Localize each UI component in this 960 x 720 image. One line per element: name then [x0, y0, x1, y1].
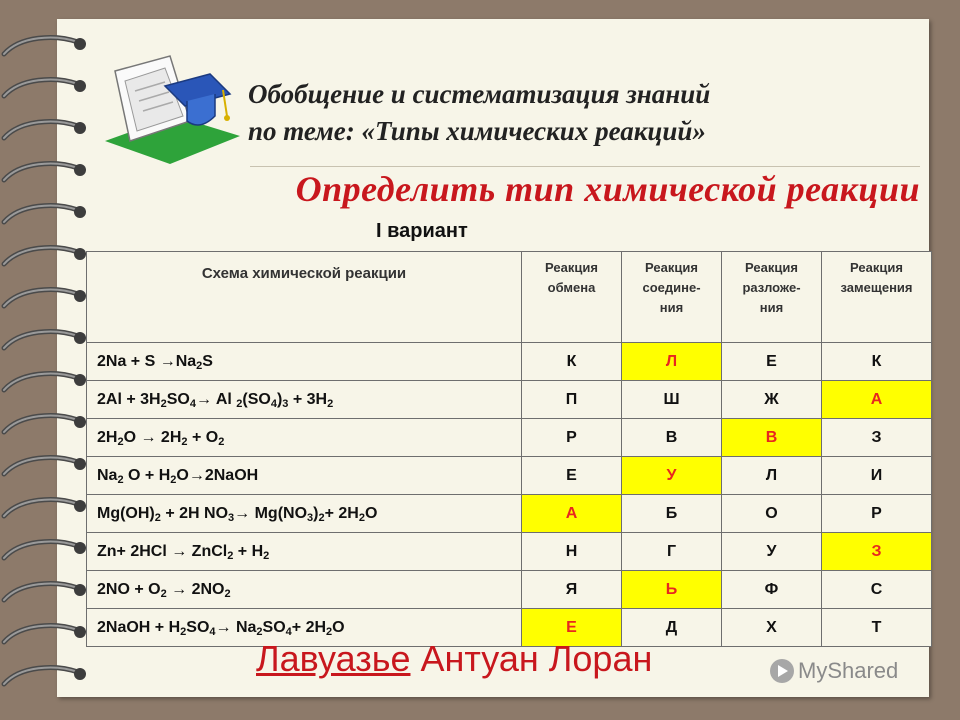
watermark — [770, 658, 898, 684]
answer-letter-cell: Б — [622, 495, 722, 533]
header-line: ния — [659, 300, 684, 315]
answer-letter-cell: Я — [522, 571, 622, 609]
table-row — [87, 495, 932, 533]
answer-letter-cell: О — [722, 495, 822, 533]
answer-rest: Антуан Лоран — [410, 638, 653, 679]
answer-letter-cell: А — [822, 381, 932, 419]
spiral-coil-icon — [0, 454, 90, 484]
table-row — [87, 419, 932, 457]
watermark-text: MyShared — [798, 658, 899, 683]
answer-letter-cell: И — [822, 457, 932, 495]
spiral-coil-icon — [0, 538, 90, 568]
table-row — [87, 533, 932, 571]
answer-first-word: Лавуазье — [256, 638, 411, 679]
variant-label: I вариант — [376, 220, 468, 242]
reaction-equation: 2NaOH + $H_2SO_4\to Na_2SO_4+ 2H_2O$ — [87, 609, 522, 647]
header-line: замещения — [840, 280, 913, 295]
table-header-row — [87, 252, 932, 343]
header-exchange — [522, 252, 622, 343]
spiral-coil-icon — [0, 244, 90, 274]
play-icon — [770, 659, 794, 683]
reaction-equation: Zn+ 2HCl → ZnCl$_2$ + $H_2$ — [87, 533, 522, 571]
title-line-1: Обобщение и систематизация знаний — [248, 79, 711, 109]
header-compound — [622, 252, 722, 343]
header-scheme: Схема химической реакции — [87, 252, 522, 343]
spiral-coil-icon — [0, 496, 90, 526]
answer-letter-cell: У — [622, 457, 722, 495]
answer-letter-cell: В — [622, 419, 722, 457]
answer-letter-cell: Ь — [622, 571, 722, 609]
spiral-coil-icon — [0, 328, 90, 358]
answer-letter-cell: Е — [522, 609, 622, 647]
answer-letter-cell: С — [822, 571, 932, 609]
reaction-equation: $2Na + S \to Na_2S$ — [87, 343, 522, 381]
answer-letter-cell: У — [722, 533, 822, 571]
answer-letter-cell: З — [822, 533, 932, 571]
answer-letter-cell: Г — [622, 533, 722, 571]
answer-letter-cell: З — [822, 419, 932, 457]
slide-title — [248, 76, 898, 150]
table-row — [87, 381, 932, 419]
answer-text — [256, 638, 652, 680]
spiral-coil-icon — [0, 412, 90, 442]
answer-letter-cell: Ж — [722, 381, 822, 419]
spiral-coil-icon — [0, 622, 90, 652]
header-line: соедине- — [642, 280, 701, 295]
reaction-equation: $2NO + O_2 \to 2NO_2$ — [87, 571, 522, 609]
table-row — [87, 343, 932, 381]
reaction-equation: $2Al + 3H_2SO_4\to Al$ $_2(SO_4)_3 + 3H_2$ — [87, 381, 522, 419]
table-row — [87, 571, 932, 609]
title-line-2: по теме: «Типы химических реакций» — [248, 116, 706, 146]
answer-letter-cell: А — [522, 495, 622, 533]
header-line: Реакция — [645, 260, 698, 275]
graduation-cap-clipart-icon — [95, 46, 245, 166]
answer-letter-cell: Е — [522, 457, 622, 495]
spiral-coil-icon — [0, 286, 90, 316]
answer-letter-cell: Т — [822, 609, 932, 647]
table-row — [87, 457, 932, 495]
answer-letter-cell: П — [522, 381, 622, 419]
divider — [250, 166, 920, 167]
answer-letter-cell: К — [822, 343, 932, 381]
header-line: Реакция — [745, 260, 798, 275]
answer-letter-cell: Е — [722, 343, 822, 381]
header-line: разложе- — [742, 280, 801, 295]
spiral-coil-icon — [0, 664, 90, 694]
answer-letter-cell: Х — [722, 609, 822, 647]
answer-letter-cell: Р — [522, 419, 622, 457]
reaction-equation: $2H_2O \to 2H_2 + O_2$ — [87, 419, 522, 457]
header-line: Реакция — [545, 260, 598, 275]
spiral-coil-icon — [0, 76, 90, 106]
answer-letter-cell: Р — [822, 495, 932, 533]
answer-letter-cell: Ф — [722, 571, 822, 609]
header-line: Реакция — [850, 260, 903, 275]
spiral-coil-icon — [0, 118, 90, 148]
task-heading: Определить тип химической реакции — [295, 169, 920, 209]
reaction-table — [86, 251, 932, 647]
spiral-coil-icon — [0, 370, 90, 400]
reaction-equation: $Na_2$ $O + H_2O\to 2NaOH$ — [87, 457, 522, 495]
answer-letter-cell: Д — [622, 609, 722, 647]
header-line: обмена — [547, 280, 596, 295]
spiral-coil-icon — [0, 34, 90, 64]
answer-letter-cell: Л — [722, 457, 822, 495]
header-line: ния — [759, 300, 784, 315]
spiral-coil-icon — [0, 580, 90, 610]
answer-letter-cell: Л — [622, 343, 722, 381]
answer-letter-cell: К — [522, 343, 622, 381]
reaction-equation: $Mg(OH)_2 + 2H$ $NO_3\to Mg(NO_3)_2+ 2H_2O$ — [87, 495, 522, 533]
header-decomposition — [722, 252, 822, 343]
table-body — [87, 343, 932, 647]
answer-letter-cell: Н — [522, 533, 622, 571]
answer-letter-cell: В — [722, 419, 822, 457]
header-substitution — [822, 252, 932, 343]
answer-letter-cell: Ш — [622, 381, 722, 419]
